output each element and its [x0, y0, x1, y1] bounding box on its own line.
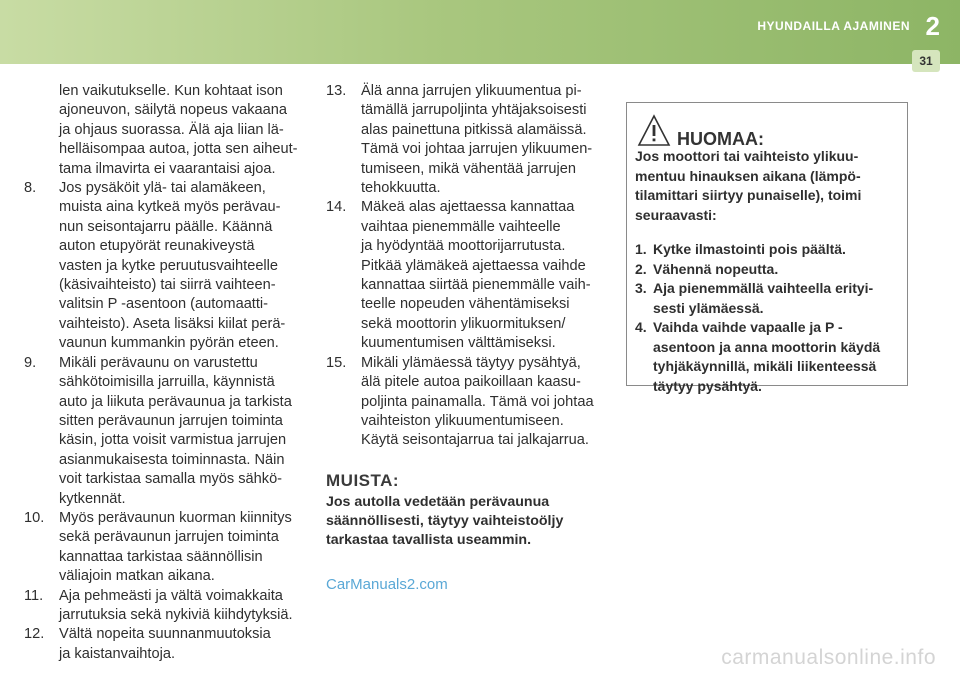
text-line: Käytä seisontajarrua tai jalkajarrua. [361, 432, 589, 449]
muista-heading: MUISTA: [326, 470, 400, 490]
list-item-15 [326, 354, 605, 451]
text-line: teelle nopeuden vähentämiseksi [361, 296, 570, 313]
text-line: Pitkää ylämäkeä ajettaessa vaihde [361, 257, 586, 274]
text-line: kannattaa tarkistaa säännöllisin [59, 548, 263, 565]
text-line: tämällä jarrupoljinta yhtäjaksoisesti [361, 102, 587, 119]
text-line: Tämä voi johtaa jarrujen ylikuumen- [361, 141, 593, 158]
list-item-8 [24, 179, 306, 354]
text-line: sekä moottorin ylikuormituksen/ [361, 315, 566, 332]
text-line: muista aina kytkeä myös perävau- [59, 199, 281, 216]
text-line: sitten perävaunun jarrujen toiminta [59, 412, 283, 429]
muista-text [326, 493, 605, 550]
notice-title: HUOMAA: [677, 129, 764, 149]
item-number: 15. [326, 354, 347, 371]
step-number: 4. [635, 319, 647, 335]
text-line: Vältä nopeita suunnanmuutoksia [59, 626, 271, 643]
text-line: valitsin P -asentoon (automaatti- [59, 296, 269, 313]
text-line: mentuu hinauksen aikana (lämpö- [635, 167, 861, 184]
text-line: Jos autolla vedetään perävaunua [326, 494, 550, 511]
notice-steps [635, 240, 903, 396]
item-number: 14. [326, 199, 347, 216]
text-line: tyhjäkäynnillä, mikäli liikenteessä [653, 358, 877, 374]
text-line: täytyy pysähtyä. [653, 377, 762, 394]
page-number: 31 [912, 50, 940, 72]
text-line: asianmukaisesta toiminnasta. Näin [59, 451, 285, 468]
text-line: vaunun kummankin pyörän eteen. [59, 335, 279, 352]
chapter-title: HYUNDAILLA AJAMINEN [757, 19, 910, 33]
text-line: sekä perävaunun jarrujen toiminta [59, 529, 279, 546]
notice-step [635, 240, 903, 260]
text-line: väliajoin matkan aikana. [59, 568, 215, 585]
text-line: helläisompaa autoa, jotta sen aiheut- [59, 141, 298, 158]
text-line: tehokkuutta. [361, 180, 441, 197]
text-line: len vaikutukselle. Kun kohtaat ison [59, 83, 283, 99]
list-item-11 [24, 587, 306, 626]
text-line: vaihtaa pienemmälle vaihteelle [361, 218, 561, 235]
step-number: 1. [635, 241, 647, 257]
item-number: 9. [24, 354, 37, 371]
text-line: kytkennät. [59, 490, 126, 507]
watermark-link[interactable]: CarManuals2.com [326, 576, 448, 593]
text-line: Jos pysäköit ylä- tai alamäkeen, [59, 180, 266, 197]
text-line: ja ohjaus suorassa. Älä aja liian lä- [59, 121, 284, 138]
text-line: älä pitele autoa paikoillaan kaasu- [361, 374, 581, 391]
text-line: Älä anna jarrujen ylikuumentua pi- [361, 83, 582, 99]
item-number: 10. [24, 509, 45, 526]
text-line: Aja pienemmällä vaihteella erityi- [653, 280, 874, 296]
list-item-13 [326, 82, 605, 198]
text-line: auto ja liikuta perävaunua ja tarkista [59, 393, 292, 410]
middle-column [326, 82, 605, 550]
text-line: tarkastaa tavallista useammin. [326, 532, 532, 549]
warning-triangle-icon [637, 114, 671, 148]
text-line: vasten ja kytke peruutusvaihteelle [59, 257, 279, 274]
text-line: vaihteisto). Aseta lisäksi kiilat perä- [59, 315, 286, 332]
text-line: säännöllisesti, täytyy vaihteistoöljy [326, 513, 564, 530]
text-line: asentoon ja anna moottorin käydä [653, 338, 881, 355]
text-line: Kytke ilmastointi pois päältä. [653, 241, 846, 257]
notice-step [635, 260, 903, 280]
text-line: alas painettuna pitkissä alamäissä. [361, 121, 587, 138]
text-line: ja kaistanvaihtoja. [59, 645, 176, 662]
text-line: seuraavasti: [635, 206, 717, 223]
text-line: auton etupyörät reunakiveystä [59, 238, 255, 255]
text-line: poljinta painamalla. Tämä voi johtaa [361, 393, 594, 410]
footer-watermark: carmanualsonline.info [721, 646, 936, 669]
text-line: Mikäli perävaunu on varustettu [59, 354, 258, 371]
text-line: vaihteiston ylikuumentumiseen. [361, 412, 564, 429]
intro-paragraph [24, 82, 306, 179]
text-line: ajoneuvon, säilytä nopeus vakaana [59, 102, 287, 119]
notice-step [635, 279, 903, 318]
text-line: ja hyödyntää moottorijarrutusta. [361, 238, 566, 255]
text-line: tilamittari siirtyy punaiselle), toimi [635, 187, 862, 203]
notice-box [626, 102, 908, 394]
step-number: 3. [635, 280, 647, 296]
text-line: kannattaa siirtää pienemmälle vaih- [361, 277, 591, 294]
item-number: 12. [24, 626, 45, 643]
item-number: 11. [24, 587, 44, 604]
text-line: Mäkeä alas ajettaessa kannattaa [361, 199, 575, 216]
text-line: Aja pehmeästi ja vältä voimakkaita [59, 587, 283, 604]
notice-step [635, 318, 903, 396]
list-item-12 [24, 625, 306, 664]
item-number: 8. [24, 180, 37, 197]
text-line: käsin, jotta voisit varmistua jarrujen [59, 432, 287, 449]
text-line: Vaihda vaihde vapaalle ja P - [653, 319, 843, 335]
text-line: Jos moottori tai vaihteisto ylikuu- [635, 148, 859, 164]
text-line: tama ilmavirta ei vaarantaisi ajoa. [59, 160, 276, 177]
notice-body [635, 147, 903, 396]
notice-header [637, 111, 764, 150]
text-line: Myös perävaunun kuorman kiinnitys [59, 509, 292, 526]
left-column [24, 82, 306, 664]
text-line: sähkötoimisilla jarruilla, käynnistä [59, 374, 275, 391]
text-line: nun seisontajarru päälle. Käännä [59, 218, 273, 235]
list-item-14 [326, 198, 605, 353]
list-item-9 [24, 354, 306, 509]
text-line: jarrutuksia sekä nykiviä kiihdytyksiä. [59, 606, 293, 623]
item-number: 13. [326, 83, 347, 99]
text-line: Vähennä nopeutta. [653, 260, 779, 277]
text-line: kuumentumisen välttämiseksi. [361, 335, 556, 352]
text-line: (käsivaihteisto) tai siirrä vaihteen- [59, 277, 276, 294]
text-line: tumiseen, mikä vähentää jarrujen [361, 160, 576, 177]
chapter-number: 2 [925, 11, 940, 41]
text-line: voit tarkistaa samalla myös sähkö- [59, 471, 283, 488]
text-line: sesti ylämäessä. [653, 299, 764, 316]
list-item-10 [24, 509, 306, 587]
step-number: 2. [635, 260, 647, 277]
text-line: Mikäli ylämäessä täytyy pysähtyä, [361, 354, 581, 371]
